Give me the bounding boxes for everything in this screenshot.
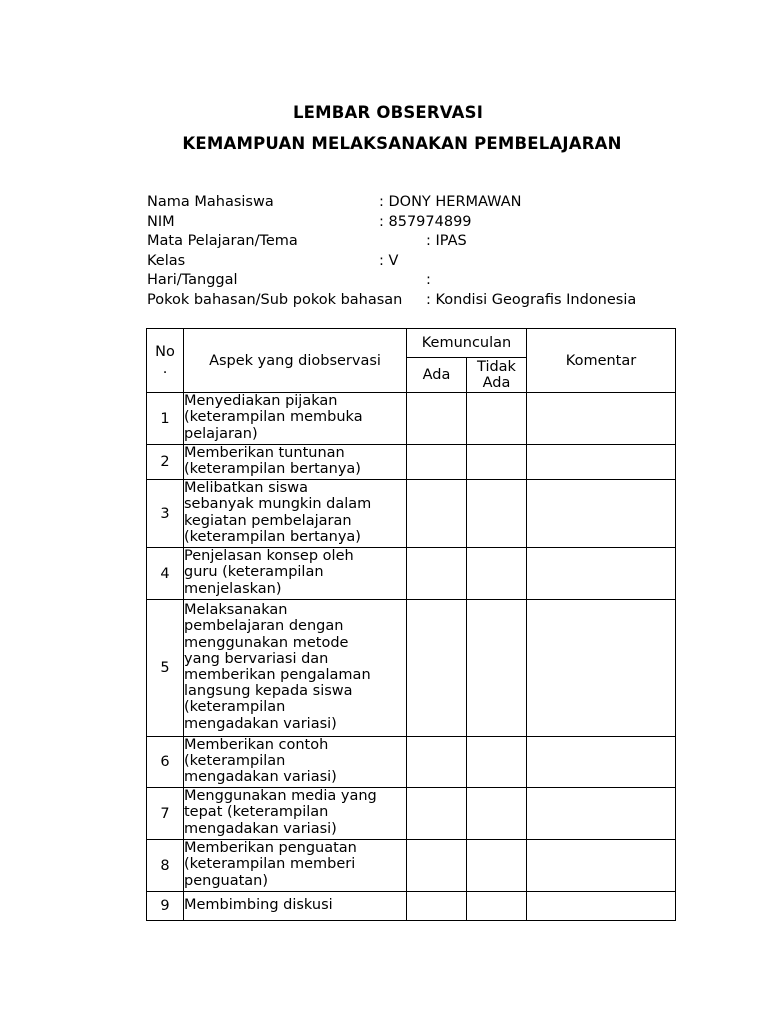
ada-cell: [407, 788, 467, 840]
ada-cell: [407, 393, 467, 445]
document-subtitle: KEMAMPUAN MELAKSANAKAN PEMBELAJARAN: [182, 134, 622, 153]
tidak-ada-cell: [467, 892, 527, 921]
identity-value: : DONY HERMAWAN: [379, 194, 522, 210]
aspect-line: tepat (keterampilan: [184, 804, 329, 821]
identity-label: Kelas: [147, 252, 186, 269]
table-row: [147, 480, 676, 548]
aspect-line: Menyediakan pijakan: [184, 393, 338, 410]
aspect-line: (keterampilan: [184, 752, 286, 769]
aspect-line: Memberikan penguatan: [184, 840, 357, 857]
aspect-line: Memberikan contoh: [184, 736, 329, 753]
komentar-cell: [527, 892, 676, 921]
aspect-line: (keterampilan membuka: [184, 409, 363, 426]
table-row: [147, 737, 676, 788]
aspect-cell: [184, 393, 407, 445]
aspect-line: pembelajaran dengan: [184, 618, 344, 635]
identity-value: : Kondisi Geografis Indonesia: [426, 291, 637, 308]
komentar-cell: [527, 840, 676, 892]
header-no-suffix: .: [162, 360, 168, 377]
aspect-line: memberikan pengalaman: [184, 667, 371, 683]
identity-label: Pokok bahasan/Sub pokok bahasan: [147, 291, 403, 308]
header-aspek: Aspek yang diobservasi: [184, 329, 407, 393]
aspect-cell: [184, 788, 407, 840]
aspect-line: menjelaskan): [184, 580, 282, 597]
row-number: 6: [147, 737, 184, 788]
komentar-cell: [527, 445, 676, 480]
header-kemunculan: Kemunculan: [407, 329, 527, 358]
ada-cell: [407, 445, 467, 480]
aspect-line: sebanyak mungkin dalam: [184, 496, 372, 513]
row-number: 4: [147, 548, 184, 600]
aspect-line: mengadakan variasi): [184, 769, 337, 786]
row-number: 9: [147, 892, 184, 921]
tidak-ada-cell: [467, 788, 527, 840]
header-tidak-text: Tidak: [477, 359, 516, 375]
row-number: 5: [147, 600, 184, 737]
aspect-cell: [184, 737, 407, 788]
aspect-line: menggunakan metode: [184, 634, 349, 651]
identity-label: Hari/Tanggal: [147, 272, 238, 289]
aspect-line: Menggunakan media yang: [184, 788, 377, 805]
aspect-line: (keterampilan bertanya): [184, 461, 361, 477]
aspect-cell: [184, 548, 407, 600]
table-row: [147, 600, 676, 737]
komentar-cell: [527, 600, 676, 737]
header-no-text: No: [155, 343, 175, 360]
observation-table: [146, 328, 676, 921]
aspect-line: (keterampilan memberi: [184, 856, 356, 873]
aspect-line: yang bervariasi dan: [184, 650, 329, 667]
row-number: 7: [147, 788, 184, 840]
table-row: [147, 788, 676, 840]
ada-cell: [407, 840, 467, 892]
komentar-cell: [527, 393, 676, 445]
tidak-ada-cell: [467, 840, 527, 892]
row-number: 2: [147, 445, 184, 480]
observation-table-body: [147, 393, 676, 921]
table-row: [147, 445, 676, 480]
ada-cell: [407, 480, 467, 548]
tidak-ada-cell: [467, 600, 527, 737]
ada-cell: [407, 600, 467, 737]
identity-label: NIM: [147, 213, 175, 230]
identity-value: : V: [379, 252, 399, 269]
header-ada: Ada: [407, 358, 467, 393]
aspect-line: langsung kepada siswa: [184, 683, 353, 700]
tidak-ada-cell: [467, 393, 527, 445]
aspect-line: (keterampilan bertanya): [184, 528, 361, 545]
komentar-cell: [527, 548, 676, 600]
tidak-ada-cell: [467, 548, 527, 600]
document-title: LEMBAR OBSERVASI: [292, 103, 484, 122]
tidak-ada-cell: [467, 480, 527, 548]
table-row: [147, 840, 676, 892]
aspect-line: penguatan): [184, 872, 269, 889]
header-tidak-ada: [467, 358, 527, 393]
ada-cell: [407, 892, 467, 921]
komentar-cell: [527, 737, 676, 788]
aspect-line: guru (keterampilan: [184, 564, 324, 581]
aspect-line: kegiatan pembelajaran: [184, 512, 352, 529]
identity-value: : 857974899: [379, 213, 472, 230]
komentar-cell: [527, 480, 676, 548]
header-no: [147, 329, 184, 393]
tidak-ada-cell: [467, 737, 527, 788]
aspect-line: Memberikan tuntunan: [184, 444, 345, 461]
header-ada-text: Ada: [482, 375, 511, 391]
identity-label: Nama Mahasiswa: [147, 194, 274, 210]
table-row: [147, 548, 676, 600]
aspect-line: Penjelasan konsep oleh: [184, 548, 354, 565]
aspect-line: mengadakan variasi): [184, 820, 337, 837]
row-number: 8: [147, 840, 184, 892]
header-komentar: Komentar: [527, 329, 676, 393]
row-number: 1: [147, 393, 184, 445]
aspect-cell: [184, 600, 407, 737]
ada-cell: [407, 548, 467, 600]
tidak-ada-cell: [467, 445, 527, 480]
aspect-cell: [184, 480, 407, 548]
aspect-line: mengadakan variasi): [184, 715, 337, 732]
table-row: [147, 393, 676, 445]
aspect-line: (keterampilan: [184, 699, 286, 716]
aspect-cell: [184, 445, 407, 480]
aspect-line: pelajaran): [184, 425, 258, 442]
identity-value: :: [426, 272, 431, 289]
table-row: [147, 892, 676, 921]
aspect-cell: [184, 840, 407, 892]
row-number: 3: [147, 480, 184, 548]
komentar-cell: [527, 788, 676, 840]
identity-label: Mata Pelajaran/Tema: [147, 233, 298, 250]
aspect-cell: [184, 892, 407, 921]
aspect-line: Membimbing diskusi: [184, 896, 333, 913]
ada-cell: [407, 737, 467, 788]
aspect-line: Melibatkan siswa: [184, 480, 308, 497]
aspect-line: Melaksanakan: [184, 602, 288, 619]
identity-value: : IPAS: [426, 233, 467, 250]
